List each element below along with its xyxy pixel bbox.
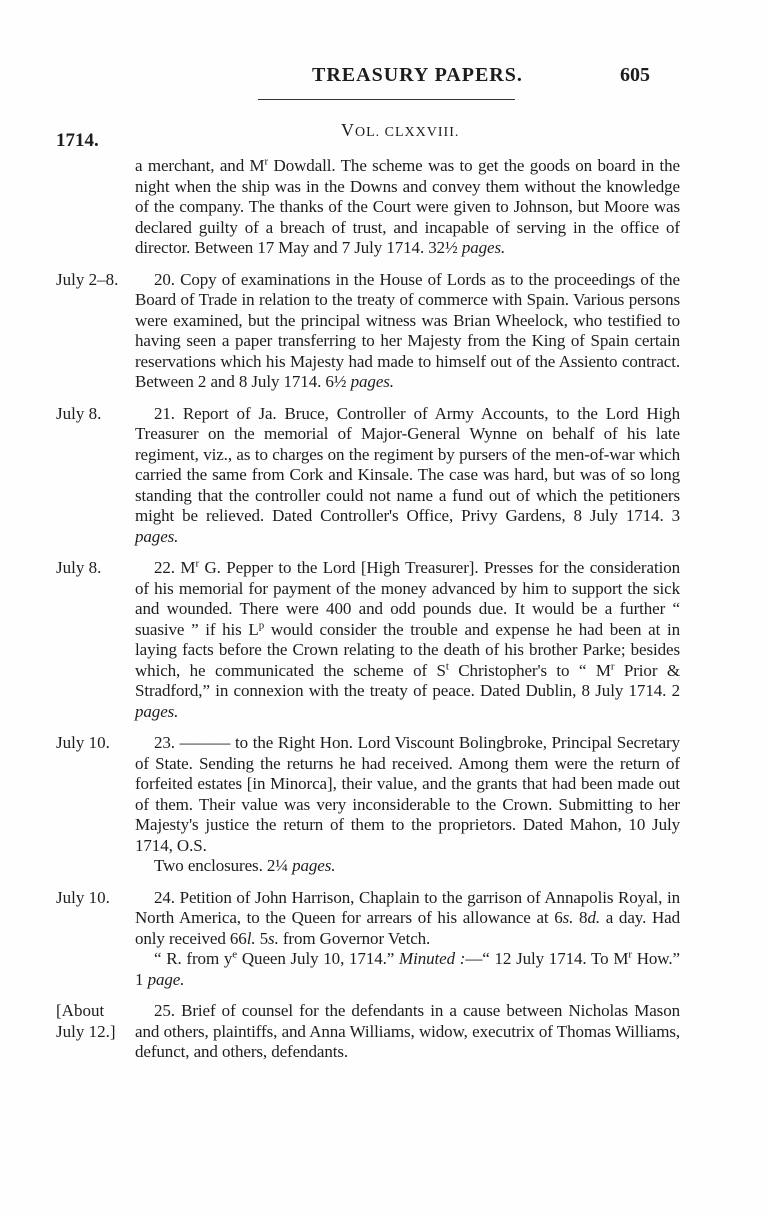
year-margin-note: 1714. bbox=[56, 130, 99, 151]
entry-date: July 2–8. bbox=[56, 269, 119, 289]
entry-paragraph: 24. Petition of John Harrison, Chaplain to the garrison of Annapolis Royal, in North America, to the Queen for arrears of his allowance at 6s. 8d. a day. Had only received 66l. 5s. from Governor Vetch. bbox=[135, 887, 680, 948]
entry-paragraph: a merchant, and $M^r$ Dowdall. The scheme was to get the goods on board in the night when the ship was in the Downs and convey them without the knowledge of the company. The thanks of the Court were given to Johnson, but Moore was declared guilty of a breach of trust, and incapable of serving in the office of director. Between 17 May and 7 July 1714. 32½ pages. bbox=[135, 155, 680, 257]
calendar-entry bbox=[0, 1001, 680, 1063]
page-number: 605 bbox=[620, 64, 650, 86]
entries-body bbox=[0, 150, 770, 1063]
entry-paragraph: 22. $M^r$ G. Pepper to the Lord [High Treasurer]. Presses for the consideration of his memorial for payment of the money advanced by him to support the sick and wounded. There were 400 and odd pounds due. It would be a further “ suasive ” if his $L^p$ would consider the trouble and expense he had been at in laying facts before the Crown relating to the death of his brother Parke; besides which, he communicated the scheme of $S^t$ Christopher's to “ $M^r$ Prior & Stradford,” in connexion with the treaty of peace. Dated Dublin, 8 July 1714. 2 pages. bbox=[135, 557, 680, 721]
header-rule bbox=[258, 99, 515, 100]
entry-text bbox=[135, 404, 680, 548]
entry-date: July 8. bbox=[56, 558, 102, 577]
entry-date: July 10. bbox=[56, 887, 110, 907]
entry-text bbox=[135, 156, 680, 259]
entry-text bbox=[135, 270, 680, 393]
calendar-entry bbox=[0, 888, 680, 991]
entry-paragraph: 21. Report of Ja. Bruce, Controller of Army Accounts, to the Lord High Treasurer on the memorial of Major-General Wynne on behalf of his late regiment, viz., as to charges on the regiment by pursers of the men-of-war which carried the same from Cork and Kinsale. The case was hard, but was of so long standing that the controller could not name a fund out of which the petitioners might be relieved. Dated Controller's Office, Privy Gardens, 8 July 1714. 3 pages. bbox=[135, 403, 680, 546]
volume-rest: OL. CLXXVIII. bbox=[355, 125, 460, 140]
page-header bbox=[0, 64, 770, 100]
entry-paragraph: 23. ——— to the Right Hon. Lord Viscount Bolingbroke, Principal Secretary of State. Sending the returns he had received. Among them were the return of forfeited estates [in Minorca], their value, and the grants that had been made out of them. Their value was very inconsiderable to the Crown. Submitting to her Majesty's justice the return of them to the proprietors. Dated Mahon, 10 July 1714, O.S. bbox=[135, 733, 680, 855]
entry-enclosures-note: Two enclosures. 2¼ pages. bbox=[154, 856, 336, 875]
entry-paragraph: 25. Brief of counsel for the defendants in a cause between Nicholas Mason and others, plaintiffs, and Anna Williams, widow, executrix of Thomas Williams, defunct, and others, defendants. bbox=[135, 1001, 680, 1061]
entry-text bbox=[135, 733, 680, 877]
volume-initial: V bbox=[341, 120, 355, 140]
entry-paragraph: 20. Copy of examinations in the House of Lords as to the proceedings of the Board of Trade in relation to the treaty of commerce with Spain. Various persons were examined, but the principal witness was Brian Wheelock, who testified to having seen a paper transferring to her Majesty from the King of Spain certain reservations which his Majesty had made to himself out of the Assiento contract. Between 2 and 8 July 1714. 6½ pages. bbox=[135, 269, 680, 391]
entry-text bbox=[135, 1001, 680, 1063]
entry-date: July 10. bbox=[56, 733, 110, 752]
volume-heading bbox=[341, 120, 459, 141]
calendar-entry bbox=[0, 404, 680, 548]
entry-minute-note: “ R. from $y^e$ Queen July 10, 1714.” Minuted :—“ 12 July 1714. To $M^r$ How.” 1 page. bbox=[135, 948, 680, 989]
calendar-entry bbox=[0, 156, 680, 259]
running-title: TREASURY PAPERS. bbox=[312, 64, 523, 86]
calendar-entry bbox=[0, 733, 680, 877]
calendar-entry bbox=[0, 270, 680, 393]
calendar-entry bbox=[0, 558, 680, 722]
entry-date: [About July 12.] bbox=[56, 1001, 116, 1041]
entry-text bbox=[135, 888, 680, 991]
entry-text bbox=[135, 558, 680, 722]
entry-date: July 8. bbox=[56, 403, 102, 423]
